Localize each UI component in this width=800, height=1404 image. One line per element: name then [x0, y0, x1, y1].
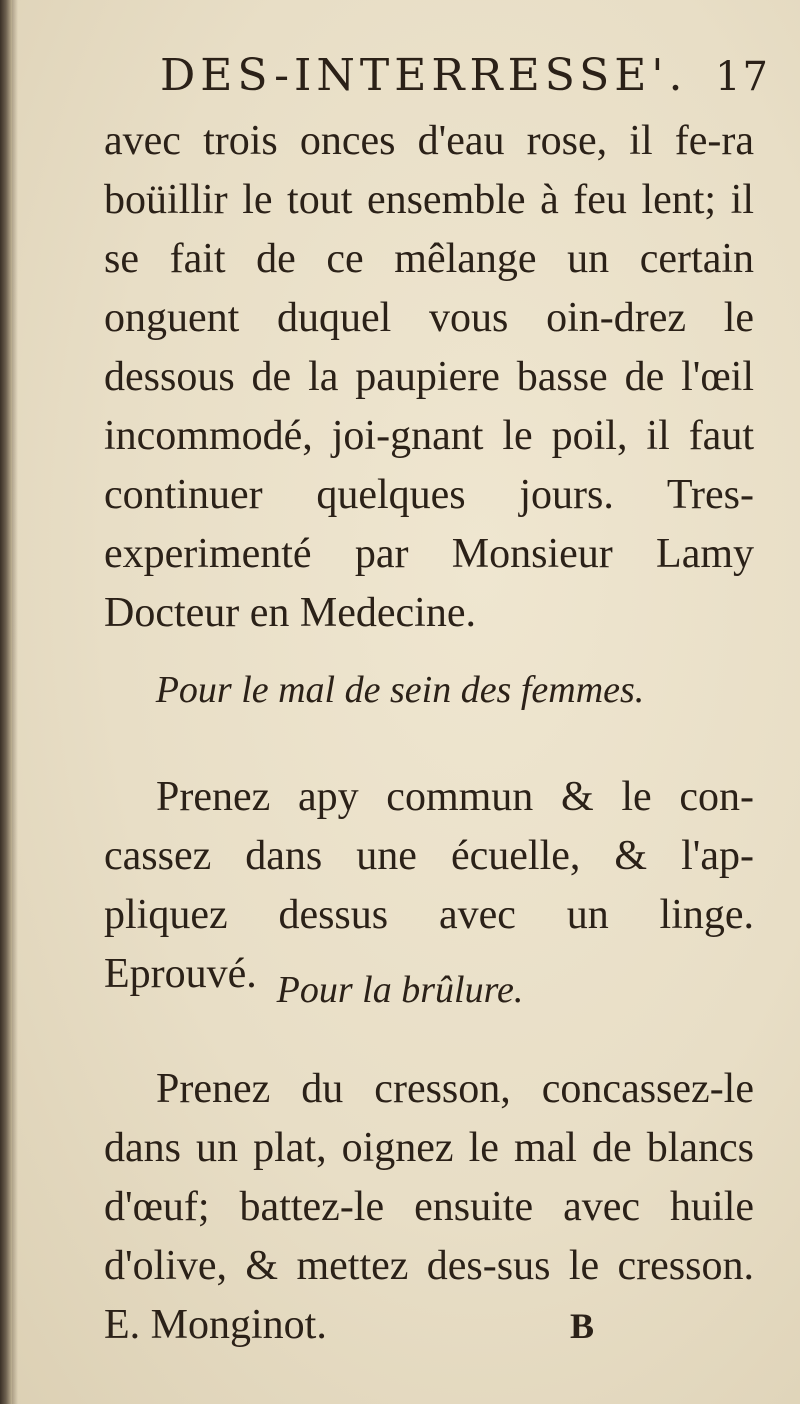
running-head: [160, 50, 770, 101]
section-body-brulure: [104, 1060, 754, 1355]
section-heading-sein: Pour le mal de sein des femmes.: [155, 669, 645, 711]
paragraph-text: Prenez du cresson, concassez-le dans un plat, oignez le mal de blancs d'œuf; battez-le ensuite avec huile d'olive, & mettez des-sus le cresson. E. Monginot.: [104, 1066, 754, 1348]
paragraph-text: Prenez apy commun & le con-cassez dans une écuelle, & l'ap-pliquez dessus avec un linge. Eprouvé.: [104, 774, 754, 997]
running-title: DES-INTERRESSE'.: [160, 50, 688, 101]
continued-paragraph: [104, 112, 754, 643]
paragraph-text: avec trois onces d'eau rose, il fe-ra boüillir le tout ensemble à feu lent; il se fait de ce mêlange un certain onguent duquel vous oin-drez le dessous de la paupiere basse de l'œil incommodé, joi-gnant le poil, il faut continuer quelques jours. Tres-experimenté par Monsieur Lamy Docteur en Medecine.: [104, 118, 754, 636]
page-number: 17: [715, 54, 770, 100]
signature-mark: B: [570, 1306, 595, 1346]
section-heading-brulure: Pour la brûlure.: [276, 969, 524, 1011]
